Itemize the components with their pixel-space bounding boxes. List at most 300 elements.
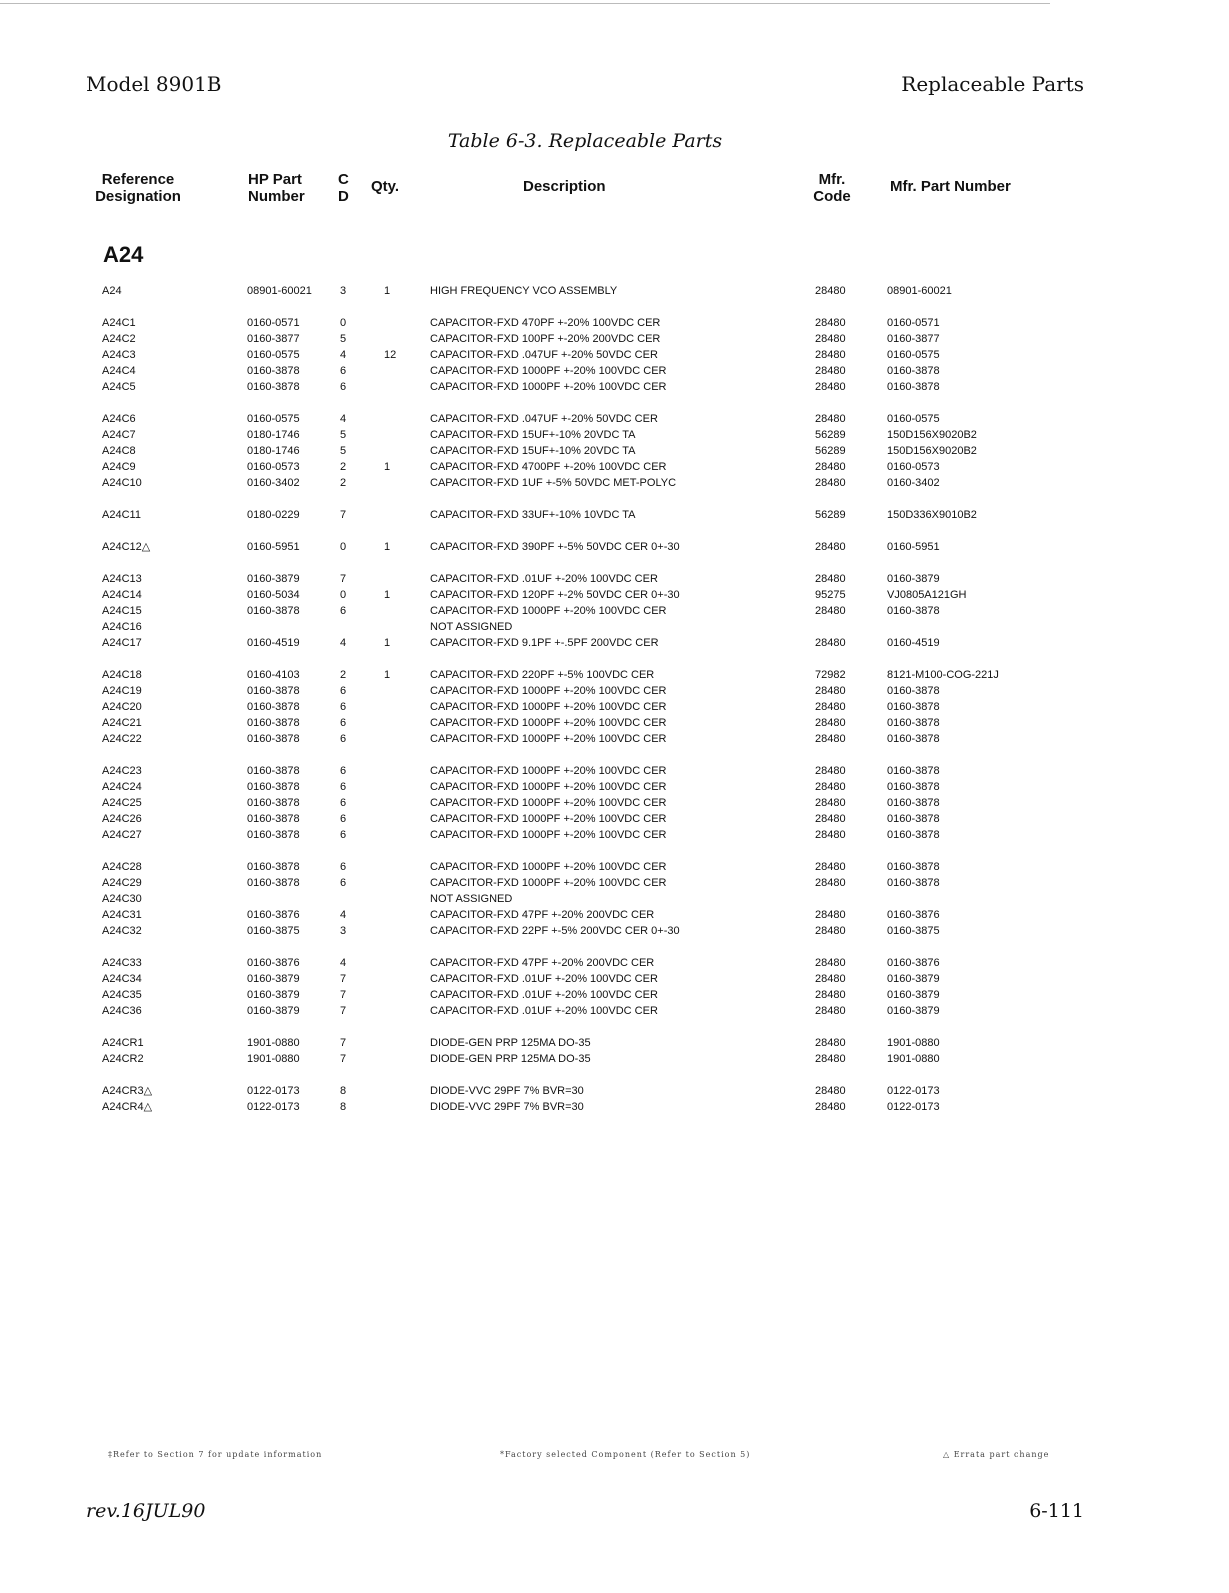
cell-cd: 7 bbox=[340, 573, 347, 585]
cell-mfr-part-number: 0160-3402 bbox=[887, 477, 940, 489]
cell-description: CAPACITOR-FXD 1000PF +-20% 100VDC CER bbox=[430, 717, 667, 729]
table-row bbox=[0, 619, 1229, 635]
cell-reference: A24CR1 bbox=[102, 1037, 144, 1049]
cell-hp-part-number: 0160-3878 bbox=[247, 797, 300, 809]
cell-hp-part-number: 0160-3878 bbox=[247, 877, 300, 889]
cell-hp-part-number: 0160-3878 bbox=[247, 381, 300, 393]
revision-date: rev.16JUL90 bbox=[86, 1500, 206, 1522]
cell-description: CAPACITOR-FXD 1000PF +-20% 100VDC CER bbox=[430, 733, 667, 745]
cell-hp-part-number: 0180-0229 bbox=[247, 509, 300, 521]
cell-description: CAPACITOR-FXD 1000PF +-20% 100VDC CER bbox=[430, 781, 667, 793]
cell-hp-part-number: 08901-60021 bbox=[247, 285, 312, 297]
cell-reference: A24C31 bbox=[102, 909, 142, 921]
cell-description: HIGH FREQUENCY VCO ASSEMBLY bbox=[430, 285, 618, 297]
cell-mfr-code: 28480 bbox=[815, 717, 846, 729]
col-header-hp-part: HP Part Number bbox=[248, 171, 305, 205]
cell-hp-part-number: 0160-0571 bbox=[247, 317, 300, 329]
col-header-mfr-code: Mfr. Code bbox=[813, 171, 851, 205]
cell-description: CAPACITOR-FXD 470PF +-20% 100VDC CER bbox=[430, 317, 661, 329]
cell-cd: 6 bbox=[340, 861, 347, 873]
cell-mfr-code: 72982 bbox=[815, 669, 846, 681]
cell-cd: 2 bbox=[340, 461, 347, 473]
cell-hp-part-number: 0160-3878 bbox=[247, 701, 300, 713]
cell-mfr-code: 28480 bbox=[815, 765, 846, 777]
cell-reference: A24C16 bbox=[102, 621, 142, 633]
cell-reference: A24C18 bbox=[102, 669, 142, 681]
cell-hp-part-number: 1901-0880 bbox=[247, 1037, 300, 1049]
cell-mfr-code: 28480 bbox=[815, 1053, 846, 1065]
footnote-errata: △ Errata part change bbox=[943, 1450, 1050, 1459]
table-row bbox=[0, 363, 1229, 379]
cell-mfr-part-number: 0160-3879 bbox=[887, 973, 940, 985]
section-label: A24 bbox=[103, 242, 144, 267]
table-row bbox=[0, 715, 1229, 731]
cell-mfr-part-number: 0160-0575 bbox=[887, 349, 940, 361]
cell-hp-part-number: 0160-3878 bbox=[247, 781, 300, 793]
cell-description: CAPACITOR-FXD .047UF +-20% 50VDC CER bbox=[430, 349, 658, 361]
cell-mfr-part-number: 0160-3879 bbox=[887, 1005, 940, 1017]
cell-cd: 8 bbox=[340, 1101, 347, 1113]
cell-description: CAPACITOR-FXD .047UF +-20% 50VDC CER bbox=[430, 413, 658, 425]
cell-mfr-code: 95275 bbox=[815, 589, 846, 601]
cell-mfr-code: 28480 bbox=[815, 333, 846, 345]
cell-mfr-part-number: 1901-0880 bbox=[887, 1053, 940, 1065]
table-row bbox=[0, 971, 1229, 987]
cell-mfr-code: 56289 bbox=[815, 445, 846, 457]
cell-reference: A24C10 bbox=[102, 477, 142, 489]
cell-cd: 7 bbox=[340, 973, 347, 985]
cell-description: CAPACITOR-FXD 1000PF +-20% 100VDC CER bbox=[430, 813, 667, 825]
cell-description: CAPACITOR-FXD 1000PF +-20% 100VDC CER bbox=[430, 861, 667, 873]
table-row bbox=[0, 827, 1229, 843]
cell-hp-part-number: 0180-1746 bbox=[247, 429, 300, 441]
cell-mfr-part-number: 150D156X9020B2 bbox=[887, 445, 977, 457]
cell-description: CAPACITOR-FXD 33UF+-10% 10VDC TA bbox=[430, 509, 636, 521]
cell-reference: A24C32 bbox=[102, 925, 142, 937]
table-row bbox=[0, 411, 1229, 427]
cell-hp-part-number: 1901-0880 bbox=[247, 1053, 300, 1065]
cell-cd: 4 bbox=[340, 349, 347, 361]
table-row bbox=[0, 539, 1229, 555]
cell-cd: 4 bbox=[340, 637, 347, 649]
cell-mfr-part-number: 0160-0575 bbox=[887, 413, 940, 425]
cell-cd: 6 bbox=[340, 797, 347, 809]
cell-mfr-code: 28480 bbox=[815, 973, 846, 985]
cell-mfr-code: 28480 bbox=[815, 957, 846, 969]
cell-reference: A24C19 bbox=[102, 685, 142, 697]
cell-qty: 1 bbox=[384, 669, 391, 681]
parts-table bbox=[0, 283, 1229, 1115]
cell-mfr-part-number: 08901-60021 bbox=[887, 285, 952, 297]
cell-hp-part-number: 0160-3879 bbox=[247, 1005, 300, 1017]
table-row bbox=[0, 587, 1229, 603]
cell-mfr-part-number: 0160-3878 bbox=[887, 797, 940, 809]
cell-mfr-part-number: 0160-3878 bbox=[887, 365, 940, 377]
table-row bbox=[0, 923, 1229, 939]
cell-reference: A24C8 bbox=[102, 445, 136, 457]
cell-reference: A24CR2 bbox=[102, 1053, 144, 1065]
cell-description: CAPACITOR-FXD 1000PF +-20% 100VDC CER bbox=[430, 877, 667, 889]
cell-description: CAPACITOR-FXD .01UF +-20% 100VDC CER bbox=[430, 973, 658, 985]
cell-mfr-part-number: 0160-3879 bbox=[887, 573, 940, 585]
cell-mfr-code: 28480 bbox=[815, 573, 846, 585]
cell-mfr-part-number: 0160-3878 bbox=[887, 717, 940, 729]
cell-hp-part-number: 0160-4519 bbox=[247, 637, 300, 649]
cell-cd: 6 bbox=[340, 381, 347, 393]
cell-description: CAPACITOR-FXD 1000PF +-20% 100VDC CER bbox=[430, 701, 667, 713]
cell-hp-part-number: 0160-0575 bbox=[247, 349, 300, 361]
cell-hp-part-number: 0160-3878 bbox=[247, 765, 300, 777]
cell-cd: 5 bbox=[340, 429, 347, 441]
cell-mfr-part-number: 0160-3878 bbox=[887, 733, 940, 745]
table-row bbox=[0, 1035, 1229, 1051]
footnote-factory-selected: *Factory selected Component (Refer to Section 5) bbox=[500, 1450, 751, 1459]
cell-mfr-code: 28480 bbox=[815, 989, 846, 1001]
cell-reference: A24C36 bbox=[102, 1005, 142, 1017]
cell-qty: 12 bbox=[384, 349, 397, 361]
cell-reference: A24C34 bbox=[102, 973, 142, 985]
table-row bbox=[0, 331, 1229, 347]
cell-mfr-part-number: 0160-0571 bbox=[887, 317, 940, 329]
cell-reference: A24C1 bbox=[102, 317, 136, 329]
cell-mfr-code: 28480 bbox=[815, 413, 846, 425]
cell-mfr-code: 28480 bbox=[815, 781, 846, 793]
table-row bbox=[0, 507, 1229, 523]
cell-reference: A24C29 bbox=[102, 877, 142, 889]
cell-description: CAPACITOR-FXD 1000PF +-20% 100VDC CER bbox=[430, 685, 667, 697]
col-header-cd: C D bbox=[338, 171, 349, 205]
table-row bbox=[0, 459, 1229, 475]
cell-hp-part-number: 0160-3879 bbox=[247, 573, 300, 585]
cell-description: CAPACITOR-FXD 15UF+-10% 20VDC TA bbox=[430, 429, 636, 441]
cell-mfr-code: 28480 bbox=[815, 701, 846, 713]
cell-mfr-part-number: 0160-3878 bbox=[887, 877, 940, 889]
section-header: Replaceable Parts bbox=[901, 72, 1084, 96]
cell-reference: A24C23 bbox=[102, 765, 142, 777]
cell-mfr-code: 28480 bbox=[815, 541, 846, 553]
table-row bbox=[0, 571, 1229, 587]
cell-hp-part-number: 0160-3402 bbox=[247, 477, 300, 489]
table-row bbox=[0, 475, 1229, 491]
cell-mfr-part-number: 0160-3876 bbox=[887, 957, 940, 969]
cell-reference: A24C5 bbox=[102, 381, 136, 393]
page-number: 6-111 bbox=[1029, 1500, 1084, 1522]
cell-mfr-part-number: 0160-3878 bbox=[887, 685, 940, 697]
cell-cd: 0 bbox=[340, 541, 347, 553]
cell-mfr-part-number: 0160-3878 bbox=[887, 701, 940, 713]
table-title: Table 6-3. Replaceable Parts bbox=[447, 130, 723, 152]
cell-mfr-code: 28480 bbox=[815, 1085, 846, 1097]
cell-reference: A24C20 bbox=[102, 701, 142, 713]
table-row bbox=[0, 891, 1229, 907]
cell-mfr-code: 56289 bbox=[815, 509, 846, 521]
cell-description: CAPACITOR-FXD 1000PF +-20% 100VDC CER bbox=[430, 365, 667, 377]
cell-mfr-code: 28480 bbox=[815, 829, 846, 841]
cell-description: DIODE-GEN PRP 125MA DO-35 bbox=[430, 1053, 591, 1065]
cell-reference: A24C35 bbox=[102, 989, 142, 1001]
cell-cd: 5 bbox=[340, 445, 347, 457]
cell-cd: 2 bbox=[340, 669, 347, 681]
cell-cd: 7 bbox=[340, 989, 347, 1001]
cell-mfr-code: 56289 bbox=[815, 429, 846, 441]
table-row bbox=[0, 779, 1229, 795]
cell-cd: 0 bbox=[340, 317, 347, 329]
table-row bbox=[0, 683, 1229, 699]
cell-description: DIODE-VVC 29PF 7% BVR=30 bbox=[430, 1101, 584, 1113]
cell-qty: 1 bbox=[384, 541, 391, 553]
cell-description: CAPACITOR-FXD 15UF+-10% 20VDC TA bbox=[430, 445, 636, 457]
cell-mfr-part-number: 0160-3877 bbox=[887, 333, 940, 345]
cell-qty: 1 bbox=[384, 285, 391, 297]
cell-mfr-code: 28480 bbox=[815, 461, 846, 473]
col-header-reference: Reference Designation bbox=[95, 171, 181, 205]
table-row bbox=[0, 427, 1229, 443]
cell-description: DIODE-VVC 29PF 7% BVR=30 bbox=[430, 1085, 584, 1097]
cell-mfr-part-number: 0160-3878 bbox=[887, 605, 940, 617]
cell-cd: 4 bbox=[340, 909, 347, 921]
cell-reference: A24CR4△ bbox=[102, 1101, 153, 1113]
cell-mfr-code: 28480 bbox=[815, 909, 846, 921]
cell-description: CAPACITOR-FXD 1000PF +-20% 100VDC CER bbox=[430, 381, 667, 393]
table-row bbox=[0, 1083, 1229, 1099]
cell-mfr-code: 28480 bbox=[815, 1037, 846, 1049]
cell-cd: 6 bbox=[340, 717, 347, 729]
cell-reference: A24C7 bbox=[102, 429, 136, 441]
cell-cd: 7 bbox=[340, 1037, 347, 1049]
cell-hp-part-number: 0160-3878 bbox=[247, 685, 300, 697]
col-header-description: Description bbox=[523, 178, 606, 195]
table-row bbox=[0, 1099, 1229, 1115]
cell-description: CAPACITOR-FXD 22PF +-5% 200VDC CER 0+-30 bbox=[430, 925, 680, 937]
cell-mfr-part-number: 0160-3875 bbox=[887, 925, 940, 937]
table-row bbox=[0, 315, 1229, 331]
cell-qty: 1 bbox=[384, 589, 391, 601]
cell-description: CAPACITOR-FXD 1000PF +-20% 100VDC CER bbox=[430, 797, 667, 809]
table-row bbox=[0, 731, 1229, 747]
top-rule bbox=[0, 3, 1050, 4]
table-row bbox=[0, 859, 1229, 875]
cell-hp-part-number: 0160-3878 bbox=[247, 717, 300, 729]
cell-description: CAPACITOR-FXD 1000PF +-20% 100VDC CER bbox=[430, 829, 667, 841]
table-row bbox=[0, 379, 1229, 395]
table-row bbox=[0, 1003, 1229, 1019]
cell-mfr-part-number: 0160-3876 bbox=[887, 909, 940, 921]
cell-description: CAPACITOR-FXD 100PF +-20% 200VDC CER bbox=[430, 333, 661, 345]
table-row bbox=[0, 763, 1229, 779]
cell-mfr-code: 28480 bbox=[815, 797, 846, 809]
cell-mfr-part-number: 0160-5951 bbox=[887, 541, 940, 553]
cell-mfr-part-number: 0160-3878 bbox=[887, 861, 940, 873]
table-row bbox=[0, 635, 1229, 651]
cell-mfr-code: 28480 bbox=[815, 349, 846, 361]
cell-mfr-part-number: VJ0805A121GH bbox=[887, 589, 967, 601]
cell-reference: A24C11 bbox=[102, 509, 141, 521]
table-row bbox=[0, 283, 1229, 299]
cell-reference: A24C22 bbox=[102, 733, 142, 745]
cell-reference: A24C24 bbox=[102, 781, 142, 793]
cell-reference: A24C4 bbox=[102, 365, 136, 377]
footnote-update: ‡Refer to Section 7 for update information bbox=[108, 1450, 323, 1459]
cell-mfr-code: 28480 bbox=[815, 605, 846, 617]
table-row bbox=[0, 907, 1229, 923]
table-row bbox=[0, 699, 1229, 715]
cell-cd: 6 bbox=[340, 685, 347, 697]
cell-mfr-code: 28480 bbox=[815, 861, 846, 873]
cell-reference: A24C3 bbox=[102, 349, 136, 361]
cell-reference: A24C28 bbox=[102, 861, 142, 873]
cell-description: CAPACITOR-FXD 1000PF +-20% 100VDC CER bbox=[430, 765, 667, 777]
col-header-mfr-part: Mfr. Part Number bbox=[890, 178, 1011, 195]
cell-description: CAPACITOR-FXD 220PF +-5% 100VDC CER bbox=[430, 669, 655, 681]
table-row bbox=[0, 347, 1229, 363]
cell-description: CAPACITOR-FXD 9.1PF +-.5PF 200VDC CER bbox=[430, 637, 659, 649]
cell-qty: 1 bbox=[384, 461, 391, 473]
cell-reference: A24C17 bbox=[102, 637, 142, 649]
cell-cd: 7 bbox=[340, 1005, 347, 1017]
model-header: Model 8901B bbox=[86, 72, 222, 96]
cell-reference: A24C12△ bbox=[102, 541, 151, 553]
cell-description: NOT ASSIGNED bbox=[430, 893, 513, 905]
cell-cd: 6 bbox=[340, 765, 347, 777]
cell-cd: 6 bbox=[340, 813, 347, 825]
cell-mfr-part-number: 0160-3878 bbox=[887, 381, 940, 393]
cell-description: CAPACITOR-FXD 1000PF +-20% 100VDC CER bbox=[430, 605, 667, 617]
cell-cd: 6 bbox=[340, 781, 347, 793]
cell-cd: 6 bbox=[340, 701, 347, 713]
cell-cd: 7 bbox=[340, 1053, 347, 1065]
cell-mfr-part-number: 0160-3878 bbox=[887, 781, 940, 793]
cell-mfr-code: 28480 bbox=[815, 637, 846, 649]
cell-reference: A24CR3△ bbox=[102, 1085, 153, 1097]
cell-reference: A24 bbox=[102, 285, 122, 297]
table-row bbox=[0, 987, 1229, 1003]
table-row bbox=[0, 667, 1229, 683]
cell-hp-part-number: 0160-3878 bbox=[247, 861, 300, 873]
cell-description: DIODE-GEN PRP 125MA DO-35 bbox=[430, 1037, 591, 1049]
cell-description: CAPACITOR-FXD 1UF +-5% 50VDC MET-POLYC bbox=[430, 477, 677, 489]
cell-mfr-code: 28480 bbox=[815, 877, 846, 889]
cell-mfr-part-number: 0160-0573 bbox=[887, 461, 940, 473]
cell-hp-part-number: 0160-3877 bbox=[247, 333, 300, 345]
cell-hp-part-number: 0160-4103 bbox=[247, 669, 300, 681]
cell-mfr-code: 28480 bbox=[815, 813, 846, 825]
cell-mfr-code: 28480 bbox=[815, 733, 846, 745]
cell-hp-part-number: 0122-0173 bbox=[247, 1085, 300, 1097]
cell-hp-part-number: 0160-3878 bbox=[247, 829, 300, 841]
cell-hp-part-number: 0160-3876 bbox=[247, 909, 300, 921]
cell-hp-part-number: 0160-3879 bbox=[247, 973, 300, 985]
cell-mfr-part-number: 0160-3879 bbox=[887, 989, 940, 1001]
cell-reference: A24C6 bbox=[102, 413, 136, 425]
cell-mfr-part-number: 0160-4519 bbox=[887, 637, 940, 649]
cell-cd: 6 bbox=[340, 829, 347, 841]
cell-hp-part-number: 0122-0173 bbox=[247, 1101, 300, 1113]
cell-cd: 8 bbox=[340, 1085, 347, 1097]
cell-mfr-code: 28480 bbox=[815, 925, 846, 937]
cell-qty: 1 bbox=[384, 637, 391, 649]
cell-mfr-part-number: 0160-3878 bbox=[887, 813, 940, 825]
cell-reference: A24C27 bbox=[102, 829, 142, 841]
cell-mfr-code: 28480 bbox=[815, 365, 846, 377]
cell-description: CAPACITOR-FXD .01UF +-20% 100VDC CER bbox=[430, 989, 658, 1001]
cell-reference: A24C2 bbox=[102, 333, 136, 345]
cell-hp-part-number: 0160-0575 bbox=[247, 413, 300, 425]
cell-reference: A24C13 bbox=[102, 573, 142, 585]
cell-reference: A24C15 bbox=[102, 605, 142, 617]
cell-hp-part-number: 0160-3876 bbox=[247, 957, 300, 969]
cell-hp-part-number: 0160-0573 bbox=[247, 461, 300, 473]
cell-hp-part-number: 0160-3878 bbox=[247, 365, 300, 377]
cell-cd: 6 bbox=[340, 877, 347, 889]
table-row bbox=[0, 443, 1229, 459]
cell-hp-part-number: 0160-3878 bbox=[247, 605, 300, 617]
cell-cd: 4 bbox=[340, 413, 347, 425]
cell-mfr-part-number: 150D336X9010B2 bbox=[887, 509, 977, 521]
table-row bbox=[0, 811, 1229, 827]
cell-description: NOT ASSIGNED bbox=[430, 621, 513, 633]
cell-hp-part-number: 0160-3879 bbox=[247, 989, 300, 1001]
table-row bbox=[0, 1051, 1229, 1067]
cell-mfr-part-number: 0122-0173 bbox=[887, 1085, 940, 1097]
cell-mfr-code: 28480 bbox=[815, 477, 846, 489]
cell-reference: A24C26 bbox=[102, 813, 142, 825]
cell-reference: A24C9 bbox=[102, 461, 136, 473]
cell-reference: A24C30 bbox=[102, 893, 142, 905]
cell-reference: A24C25 bbox=[102, 797, 142, 809]
cell-mfr-code: 28480 bbox=[815, 685, 846, 697]
cell-description: CAPACITOR-FXD .01UF +-20% 100VDC CER bbox=[430, 1005, 658, 1017]
cell-mfr-code: 28480 bbox=[815, 285, 846, 297]
table-row bbox=[0, 955, 1229, 971]
cell-mfr-part-number: 150D156X9020B2 bbox=[887, 429, 977, 441]
cell-cd: 6 bbox=[340, 733, 347, 745]
cell-cd: 7 bbox=[340, 509, 347, 521]
cell-description: CAPACITOR-FXD 47PF +-20% 200VDC CER bbox=[430, 909, 655, 921]
cell-mfr-part-number: 8121-M100-COG-221J bbox=[887, 669, 999, 681]
cell-cd: 6 bbox=[340, 365, 347, 377]
cell-cd: 0 bbox=[340, 589, 347, 601]
cell-cd: 6 bbox=[340, 605, 347, 617]
cell-hp-part-number: 0180-1746 bbox=[247, 445, 300, 457]
cell-cd: 4 bbox=[340, 957, 347, 969]
cell-mfr-part-number: 0160-3878 bbox=[887, 765, 940, 777]
table-row bbox=[0, 603, 1229, 619]
cell-mfr-code: 28480 bbox=[815, 381, 846, 393]
cell-mfr-code: 28480 bbox=[815, 1101, 846, 1113]
cell-reference: A24C21 bbox=[102, 717, 142, 729]
cell-mfr-part-number: 0122-0173 bbox=[887, 1101, 940, 1113]
table-row bbox=[0, 875, 1229, 891]
cell-cd: 3 bbox=[340, 925, 347, 937]
cell-description: CAPACITOR-FXD .01UF +-20% 100VDC CER bbox=[430, 573, 658, 585]
cell-description: CAPACITOR-FXD 390PF +-5% 50VDC CER 0+-30 bbox=[430, 541, 680, 553]
cell-mfr-code: 28480 bbox=[815, 317, 846, 329]
cell-cd: 3 bbox=[340, 285, 347, 297]
col-header-qty: Qty. bbox=[371, 178, 400, 195]
cell-description: CAPACITOR-FXD 4700PF +-20% 100VDC CER bbox=[430, 461, 667, 473]
cell-cd: 5 bbox=[340, 333, 347, 345]
cell-hp-part-number: 0160-3878 bbox=[247, 733, 300, 745]
table-row bbox=[0, 795, 1229, 811]
cell-description: CAPACITOR-FXD 120PF +-2% 50VDC CER 0+-30 bbox=[430, 589, 680, 601]
cell-hp-part-number: 0160-3875 bbox=[247, 925, 300, 937]
cell-hp-part-number: 0160-3878 bbox=[247, 813, 300, 825]
cell-mfr-code: 28480 bbox=[815, 1005, 846, 1017]
cell-reference: A24C33 bbox=[102, 957, 142, 969]
cell-mfr-part-number: 0160-3878 bbox=[887, 829, 940, 841]
cell-cd: 2 bbox=[340, 477, 347, 489]
cell-reference: A24C14 bbox=[102, 589, 142, 601]
